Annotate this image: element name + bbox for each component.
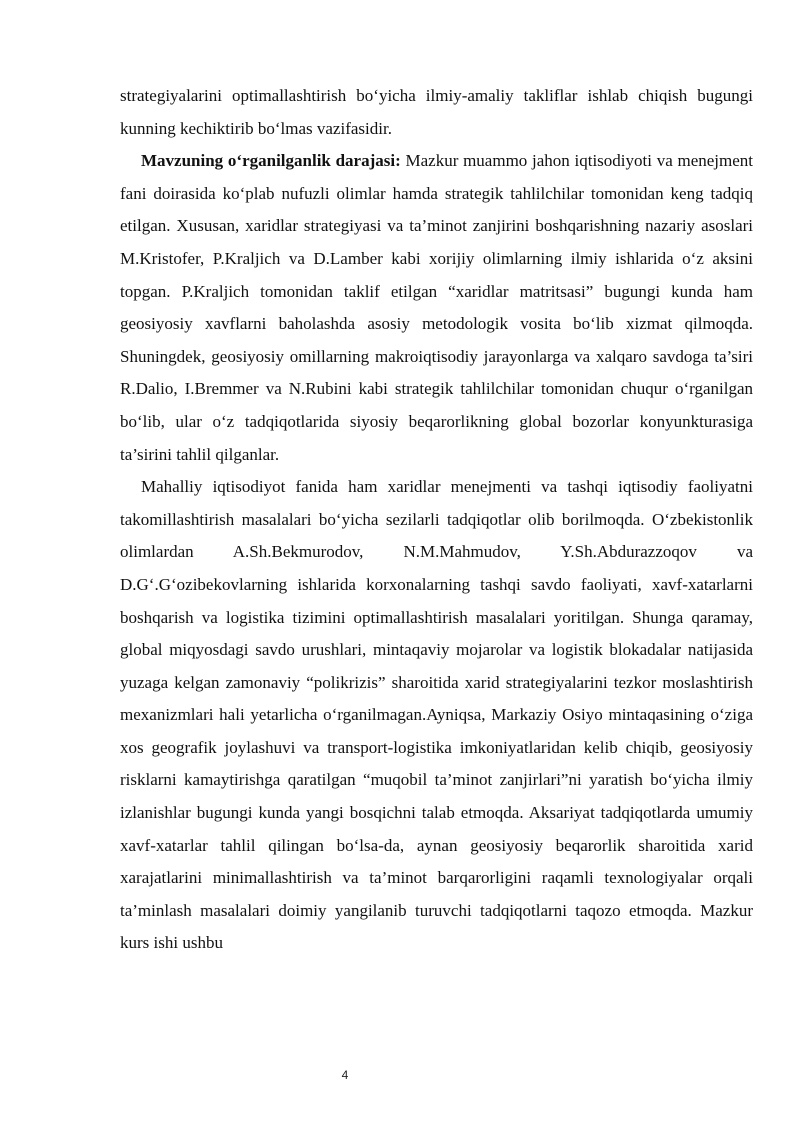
paragraph-study-level (120, 145, 753, 471)
paragraph-study-level-body: Mazkur muammo jahon iqtisodiyoti va menejment fani doirasida ko‘plab nufuzli olimlar hamda strategik tahlilchilar tomonidan keng tadqiq etilgan. Xususan, xaridlar strategiyasi va ta’minot zanjirini boshqarishning nazariy asoslari M.Kristofer, P.Kraljich va D.Lamber kabi xorijiy olimlarning ilmiy ishlarida o‘z aksini topgan. P.Kraljich tomonidan taklif etilgan “xaridlar matritsasi” bugungi kunda ham geosiyosiy xavflarni baholashda asosiy metodologik vosita bo‘lib xizmat qilmoqda. Shuningdek, geosiyosiy omillarning makroiqtisodiy jarayonlarga va xalqaro savdoga ta’siri R.Dalio, I.Bremmer va N.Rubini kabi strategik tahlilchilar tomonidan chuqur o‘rganilgan bo‘lib, ular o‘z tadqiqotlarida siyosiy beqarorlikning global bozorlar konyunkturasiga ta’sirini tahlil qilganlar. (120, 151, 753, 464)
paragraph-local-research: Mahalliy iqtisodiyot fanida ham xaridlar menejmenti va tashqi iqtisodiy faoliyatni takomillashtirish masalalari bo‘yicha sezilarli tadqiqotlar olib borilmoqda. O‘zbekistonlik olimlardan A.Sh.Bekmurodov, N.M.Mahmudov, Y.Sh.Abdurazzoqov va D.G‘.G‘ozibekovlarning ishlarida korxonalarning tashqi savdo faoliyati, xavf-xatarlarni boshqarish va logistika tizimini optimallashtirish masalalari yoritilgan. Shunga qaramay, global miqyosdagi savdo urushlari, mintaqaviy mojarolar va logistik blokadalar natijasida yuzaga kelgan zamonaviy “polikrizis” sharoitida xarid strategiyalarini tezkor moslashtirish mexanizmlari hali yetarlicha o‘rganilmagan.Ayniqsa, Markaziy Osiyo mintaqasining o‘ziga xos geografik joylashuvi va transport-logistika imkoniyatlaridan kelib chiqib, geosiyosiy risklarni kamaytirishga qaratilgan “muqobil ta’minot zanjirlari”ni yaratish bo‘yicha ilmiy izlanishlar bugungi kunda yangi bosqichni talab etmoqda. Aksariyat tadqiqotlarda umumiy xavf-xatarlar tahlil qilingan bo‘lsa-da, aynan geosiyosiy beqarorlik sharoitida xarid xarajatlarini minimallashtirish va ta’minot barqarorligini raqamli texnologiyalar orqali ta’minlash masalalari doimiy yangilanib turuvchi tadqiqotlarni taqozo etmoqda. Mazkur kurs ishi ushbu (120, 477, 753, 953)
section-heading-inline: Mavzuning o‘rganilganlik darajasi: (141, 151, 401, 171)
paragraph-continuation: strategiyalarini optimallashtirish bo‘yicha ilmiy-amaliy takliflar ishlab chiqish bugungi kunning kechiktirib bo‘lmas vazifasidir. (120, 86, 753, 138)
page-number: 4 (341, 1068, 349, 1082)
body-text (120, 80, 753, 960)
